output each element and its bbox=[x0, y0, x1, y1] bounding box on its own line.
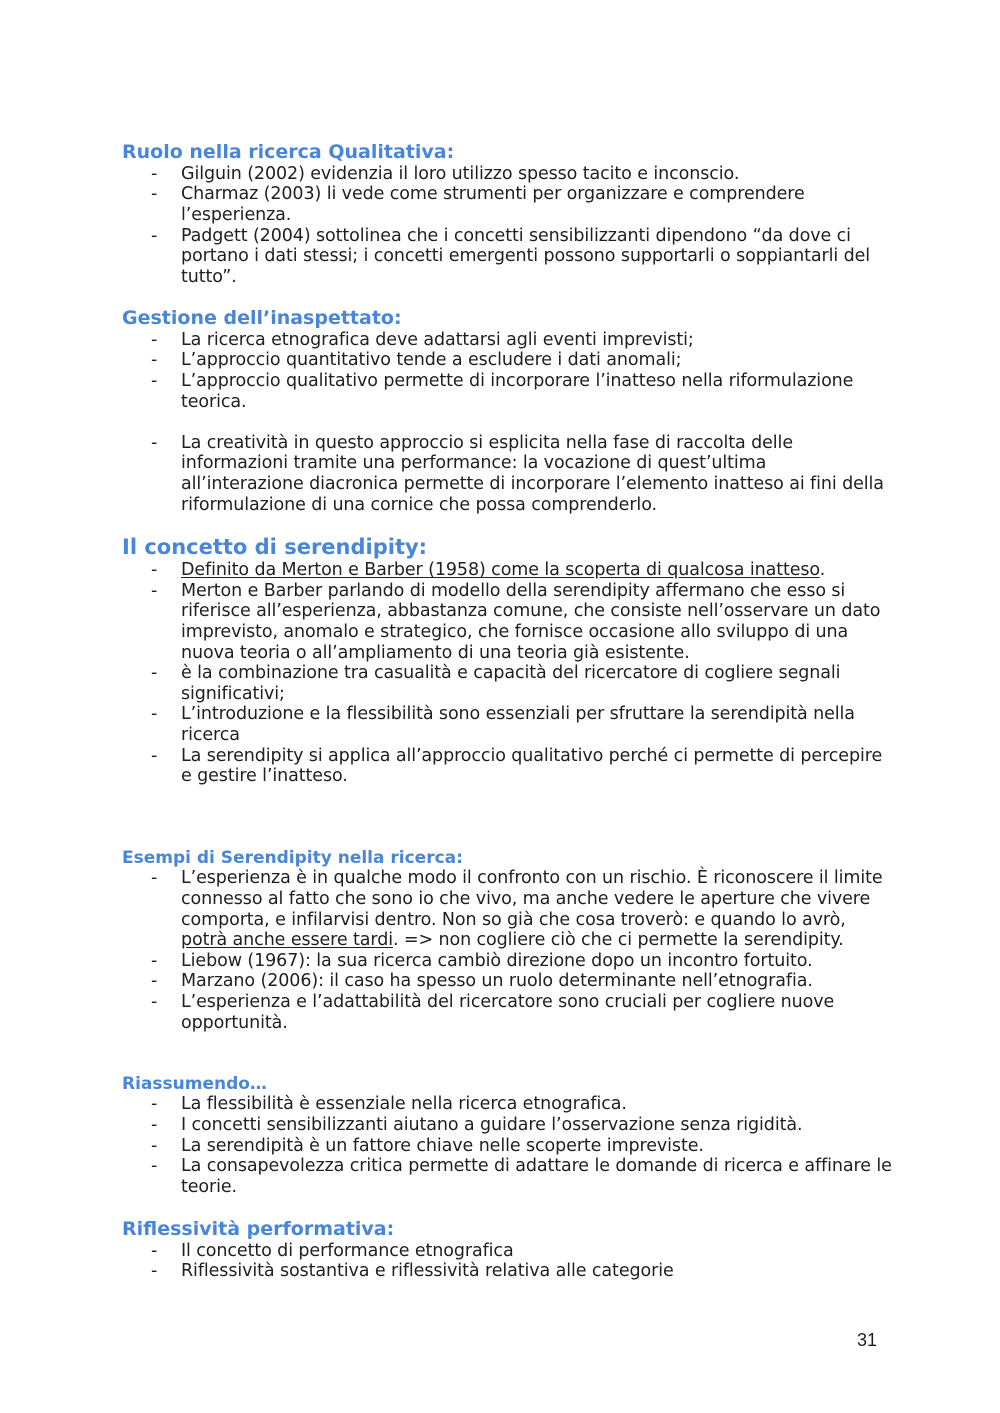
item-text: Padgett (2004) sottolinea che i concetti sensibilizzanti dipendono “da dove ci portano i dati stessi; i concetti emergenti possono supportarli o soppiantarli del tutto”. bbox=[181, 225, 871, 287]
bullet-dash: - bbox=[151, 663, 158, 684]
item-text: I concetti sensibilizzanti aiutano a guidare l’osservazione senza rigidità. bbox=[181, 1114, 803, 1135]
list-item bbox=[122, 350, 892, 371]
list-item bbox=[122, 226, 892, 288]
list-item bbox=[122, 704, 892, 745]
list-item bbox=[122, 433, 892, 515]
bullet-dash: - bbox=[151, 1156, 158, 1177]
section-heading: Ruolo nella ricerca Qualitativa: bbox=[122, 141, 455, 163]
item-text: è la combinazione tra casualità e capacità del ricercatore di cogliere segnali significativi; bbox=[181, 663, 841, 704]
item-text: L’approccio qualitativo permette di incorporare l’inatteso nella riformulazione teorica. bbox=[181, 370, 854, 412]
list-item bbox=[122, 164, 892, 185]
section-heading: Riflessività performativa: bbox=[122, 1218, 395, 1240]
section-heading: Riassumendo… bbox=[122, 1074, 267, 1094]
list-item bbox=[122, 1115, 892, 1136]
bullet-dash: - bbox=[151, 329, 158, 350]
item-text: La serendipity si applica all’approccio qualitativo perché ci permette di percepire e gestire l’inatteso. bbox=[181, 745, 883, 787]
list-item bbox=[122, 1261, 892, 1282]
bullet-dash: - bbox=[151, 971, 158, 992]
bullet-dash: - bbox=[151, 950, 158, 971]
list-item bbox=[122, 746, 892, 787]
bullet-dash: - bbox=[151, 350, 158, 371]
list-item bbox=[122, 1241, 892, 1262]
bullet-dash: - bbox=[151, 704, 158, 725]
list-item bbox=[122, 868, 892, 950]
item-text: Charmaz (2003) li vede come strumenti per organizzare e comprendere l’esperienza. bbox=[181, 184, 805, 225]
list-item bbox=[122, 1156, 892, 1197]
section-concetto-serendipity bbox=[122, 535, 892, 787]
list-item bbox=[122, 951, 892, 972]
item-text: Gilguin (2002) evidenzia il loro utilizzo spesso tacito e inconscio. bbox=[181, 163, 740, 184]
bullet-dash: - bbox=[151, 184, 158, 205]
item-text-suffix: . bbox=[819, 560, 826, 581]
bullet-dash: - bbox=[151, 580, 158, 601]
bullet-dash: - bbox=[151, 991, 158, 1012]
section-riassumendo bbox=[122, 1074, 892, 1197]
list-item bbox=[122, 581, 892, 663]
item-text: Riflessività sostantiva e riflessività relativa alle categorie bbox=[181, 1261, 674, 1282]
item-text: La flessibilità è essenziale nella ricerca etnografica. bbox=[181, 1094, 627, 1115]
section-heading: Gestione dell’inaspettato: bbox=[122, 307, 402, 329]
item-text: La creatività in questo approccio si esplicita nella fase di raccolta delle informazioni tramite una performance: la vocazione di quest’ultima all’interazione diacronica permette di incorporare l’elemento inatteso ai fini della riformulazione di una cornice che possa comprenderlo. bbox=[181, 432, 884, 515]
item-text: Il concetto di performance etnografica bbox=[181, 1240, 514, 1261]
bullet-dash: - bbox=[151, 370, 158, 391]
item-text: Marzano (2006): il caso ha spesso un ruolo determinante nell’etnografia. bbox=[181, 971, 813, 992]
section-esempi-serendipity bbox=[122, 848, 892, 1033]
item-text: Liebow (1967): la sua ricerca cambiò direzione dopo un incontro fortuito. bbox=[181, 950, 813, 971]
bullet-dash: - bbox=[151, 745, 158, 766]
item-text: L’esperienza è in qualche modo il confronto con un rischio. È riconoscere il limite connesso al fatto che sono io che vivo, ma anche vedere le aperture che vivere comporta, e infilarvisi dentro. Non so già che cosa troverò: e quando lo avrò, bbox=[181, 868, 883, 930]
list-item bbox=[122, 971, 892, 992]
list-item bbox=[122, 1136, 892, 1157]
bullet-dash: - bbox=[151, 1114, 158, 1135]
item-text: L’esperienza e l’adattabilità del ricercatore sono cruciali per cogliere nuove opportunità. bbox=[181, 991, 835, 1033]
bullet-list bbox=[122, 1094, 892, 1197]
bullet-list bbox=[122, 1241, 892, 1282]
item-text: La serendipità è un fattore chiave nelle scoperte impreviste. bbox=[181, 1135, 704, 1156]
item-text: La ricerca etnografica deve adattarsi agli eventi imprevisti; bbox=[181, 329, 694, 350]
bullet-dash: - bbox=[151, 1094, 158, 1115]
bullet-list bbox=[122, 330, 892, 515]
item-text: L’introduzione e la flessibilità sono essenziali per sfruttare la serendipità nella ricerca bbox=[181, 704, 855, 745]
list-item bbox=[122, 992, 892, 1033]
bullet-dash: - bbox=[151, 225, 158, 246]
underlined-definition: Definito da Merton e Barber (1958) come la scoperta di qualcosa inatteso bbox=[181, 560, 820, 581]
list-item bbox=[122, 184, 892, 225]
page-number: 31 bbox=[856, 1330, 877, 1350]
section-gestione-inaspettato bbox=[122, 307, 892, 515]
item-text: La consapevolezza critica permette di adattare le domande di ricerca e affinare le teorie. bbox=[181, 1156, 892, 1197]
item-text-suffix: . => non cogliere ciò che ci permette la serendipity. bbox=[392, 930, 844, 951]
list-item bbox=[122, 1094, 892, 1115]
list-item bbox=[122, 560, 892, 581]
list-item bbox=[122, 330, 892, 351]
bullet-dash: - bbox=[151, 1135, 158, 1156]
bullet-dash: - bbox=[151, 868, 158, 889]
underlined-phrase: potrà anche essere tardi bbox=[181, 930, 393, 951]
bullet-list bbox=[122, 164, 892, 288]
list-item bbox=[122, 371, 892, 412]
bullet-list bbox=[122, 868, 892, 1033]
bullet-dash: - bbox=[151, 432, 158, 453]
section-heading: Esempi di Serendipity nella ricerca: bbox=[122, 848, 463, 868]
section-ruolo-ricerca-qualitativa bbox=[122, 141, 892, 287]
item-text: Merton e Barber parlando di modello della serendipity affermano che esso si riferisce all’esperienza, abbastanza comune, che consiste nell’osservare un dato imprevisto, anomalo e strategico, che fornisce occasione allo sviluppo di una nuova teoria o all’ampliamento di una teoria già esistente. bbox=[181, 580, 881, 663]
section-riflessivita-performativa bbox=[122, 1218, 892, 1282]
bullet-dash: - bbox=[151, 1261, 158, 1282]
bullet-dash: - bbox=[151, 163, 158, 184]
item-text: L’approccio quantitativo tende a escludere i dati anomali; bbox=[181, 350, 682, 371]
list-item bbox=[122, 663, 892, 704]
section-heading: Il concetto di serendipity: bbox=[122, 535, 428, 559]
bullet-list bbox=[122, 560, 892, 787]
bullet-dash: - bbox=[151, 560, 158, 581]
bullet-dash: - bbox=[151, 1240, 158, 1261]
